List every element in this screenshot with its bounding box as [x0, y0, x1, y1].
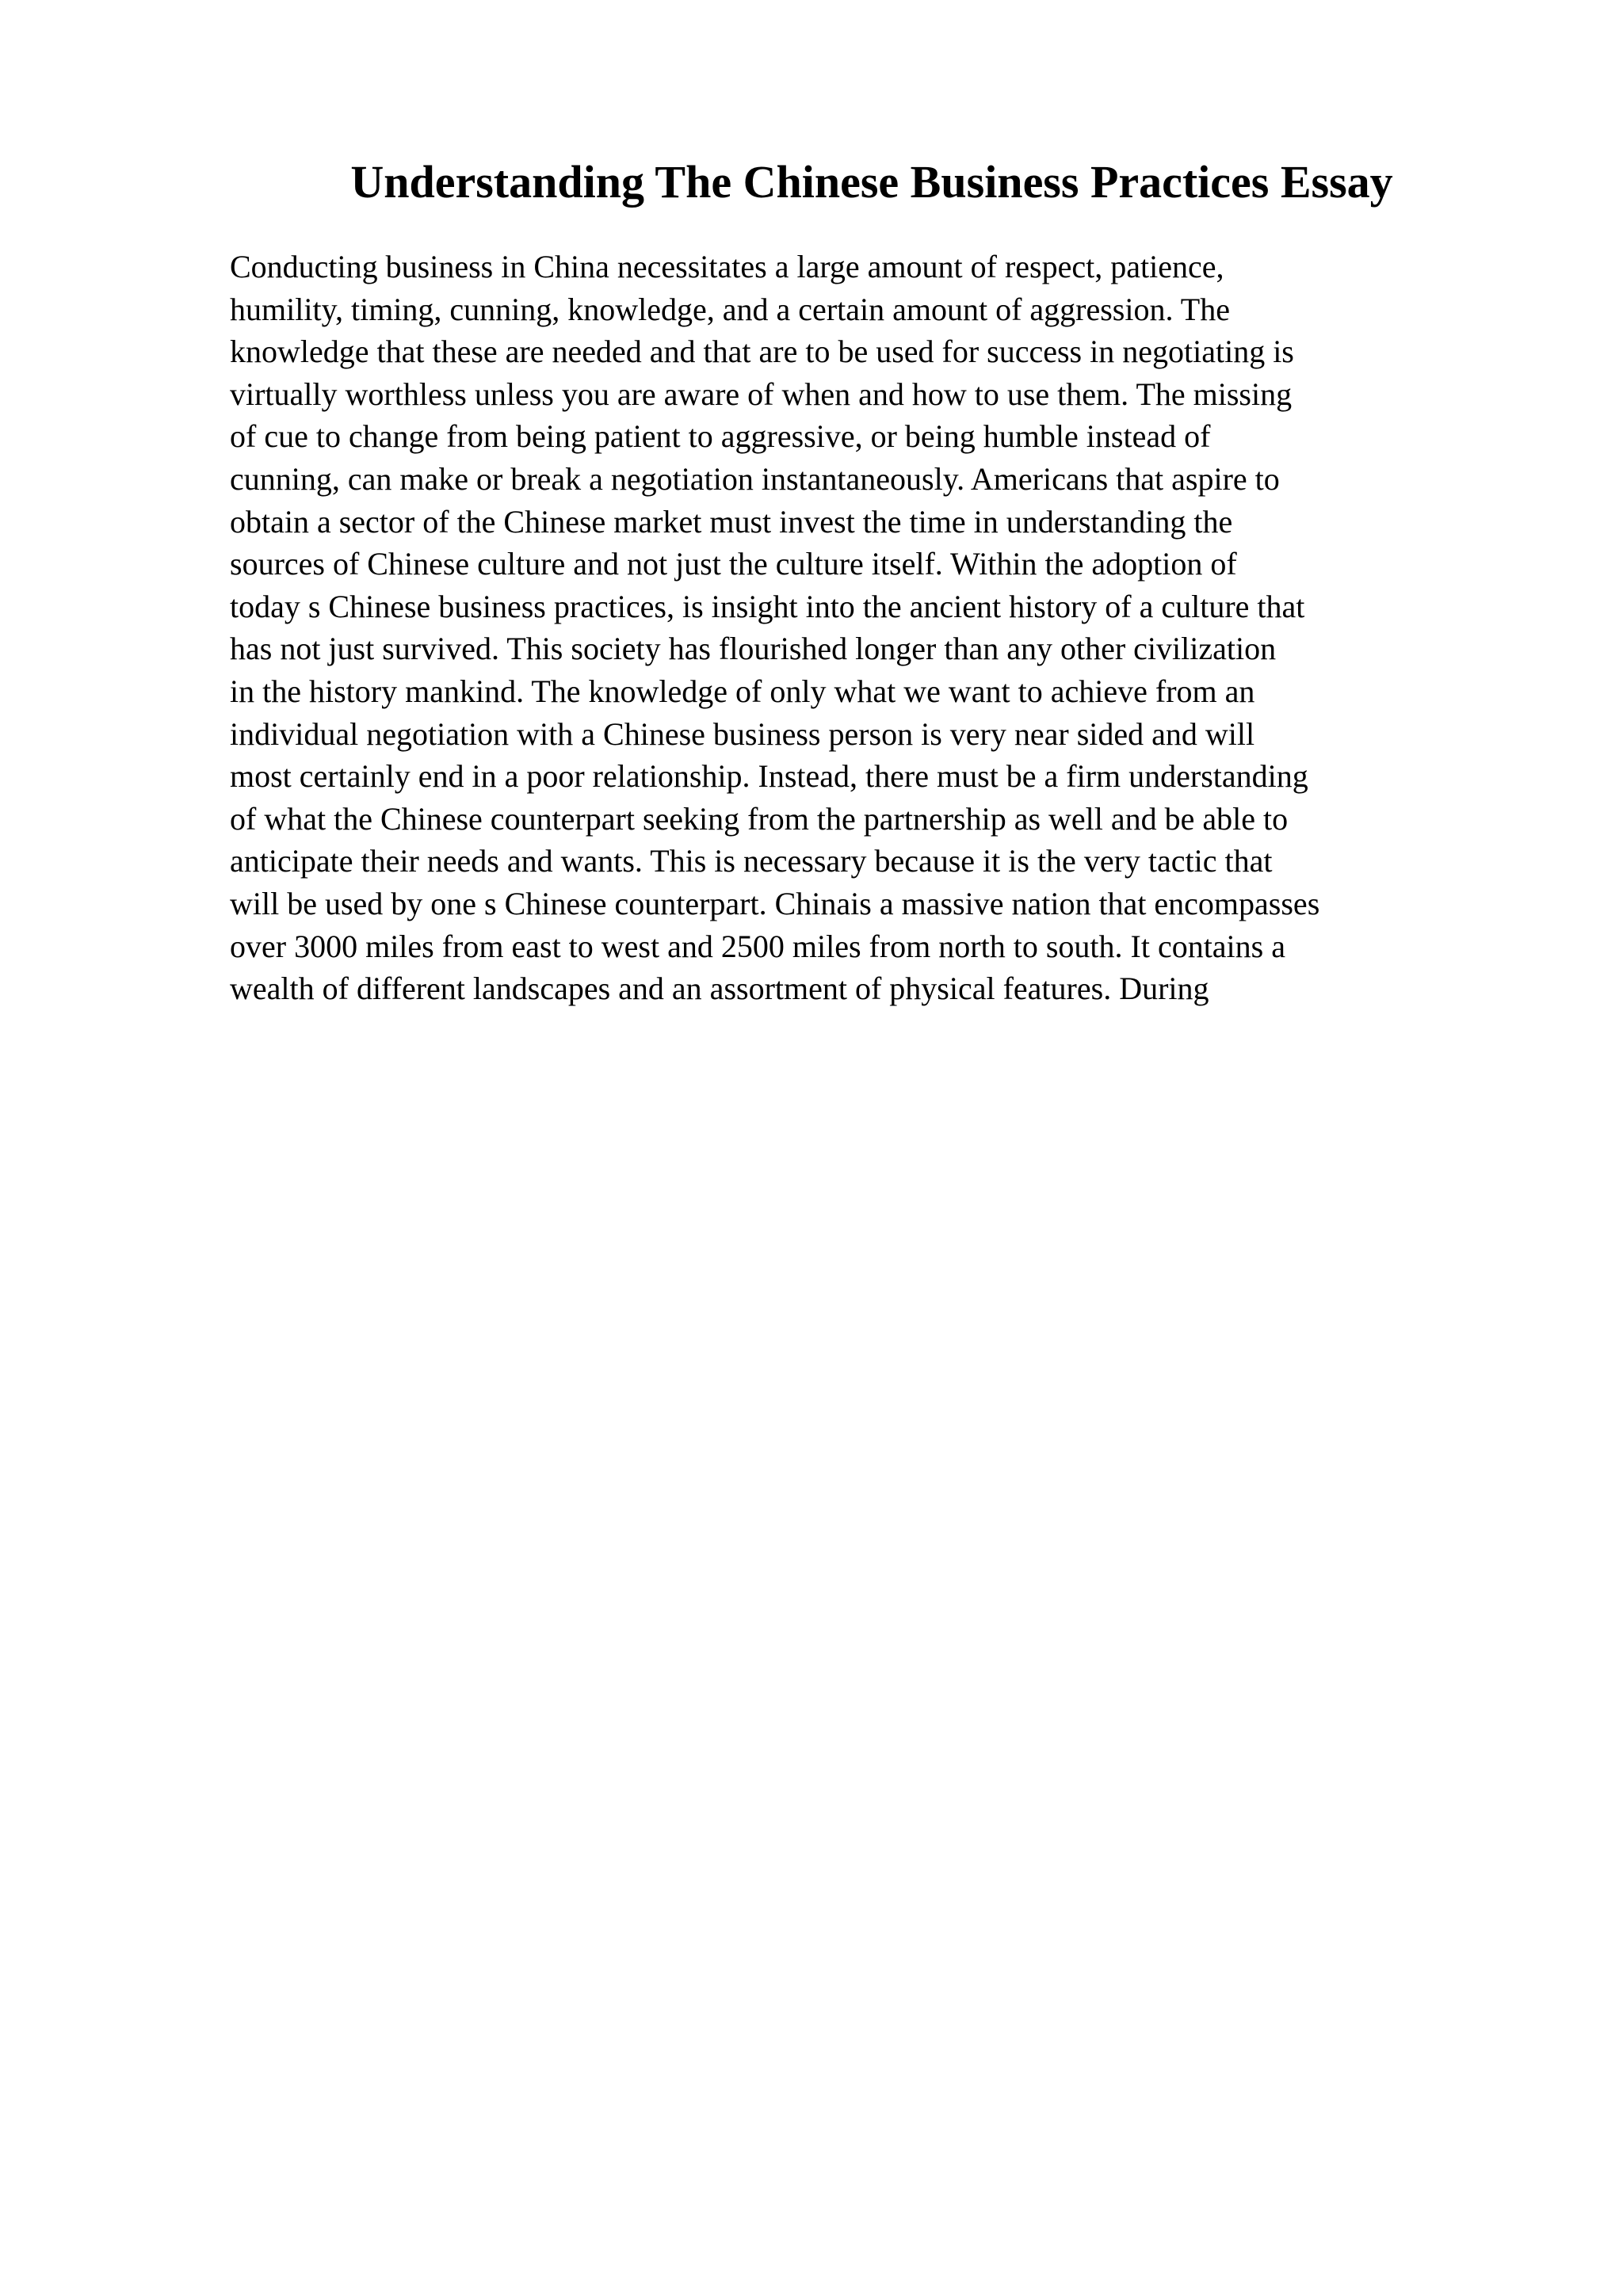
text-line: of cue to change from being patient to aggressive, or being humble instead of — [230, 418, 1211, 455]
text-line: today s Chinese business practices, is insight into the ancient history of a culture that — [230, 588, 1305, 624]
text-line: virtually worthless unless you are aware of when and how to use them. The missing — [230, 376, 1293, 412]
text-line: in the history mankind. The knowledge of only what we want to achieve from an — [230, 673, 1255, 709]
text-line: obtain a sector of the Chinese market must invest the time in understanding the — [230, 503, 1233, 540]
text-line: of what the Chinese counterpart seeking from the partnership as well and be able to — [230, 800, 1289, 837]
document-title: Understanding The Chinese Business Practices Essay — [350, 156, 1393, 208]
text-line: knowledge that these are needed and that are to be used for success in negotiating is — [230, 334, 1294, 370]
essay-body — [230, 246, 1319, 1010]
text-line: wealth of different landscapes and an assortment of physical features. During — [230, 971, 1209, 1007]
text-line: humility, timing, cunning, knowledge, and a certain amount of aggression. The — [230, 291, 1230, 327]
text-line: most certainly end in a poor relationship. Instead, there must be a firm understanding — [230, 758, 1308, 795]
text-line: sources of Chinese culture and not just the culture itself. Within the adoption of — [230, 546, 1237, 582]
text-line: cunning, can make or break a negotiation instantaneously. Americans that aspire to — [230, 460, 1280, 497]
text-line: individual negotiation with a Chinese business person is very near sided and will — [230, 715, 1255, 752]
text-line: will be used by one s Chinese counterpart. Chinais a massive nation that encompasses — [230, 885, 1320, 921]
text-line: has not just survived. This society has flourished longer than any other civilization — [230, 631, 1277, 667]
text-line: over 3000 miles from east to west and 2500 miles from north to south. It contains a — [230, 928, 1285, 964]
text-line: Conducting business in China necessitates a large amount of respect, patience, — [230, 249, 1224, 284]
text-line: anticipate their needs and wants. This is necessary because it is the very tactic that — [230, 843, 1273, 879]
